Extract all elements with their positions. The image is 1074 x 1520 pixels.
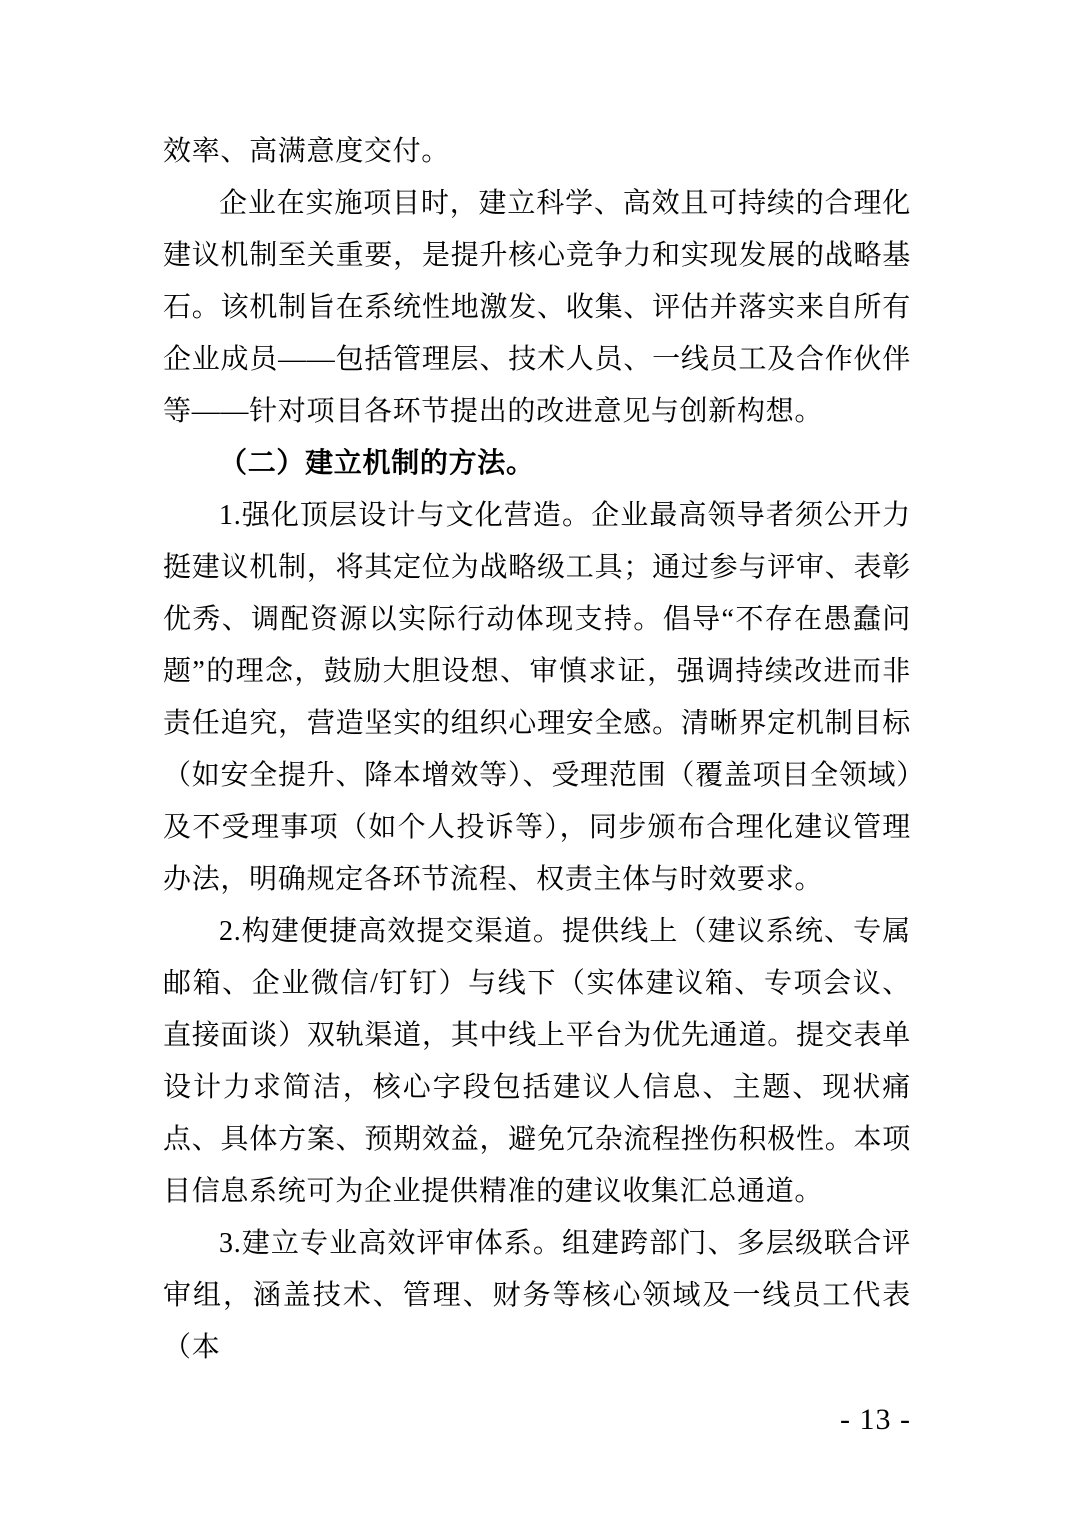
section-heading: （二）建立机制的方法。 — [219, 448, 535, 479]
document-content — [163, 126, 911, 1374]
paragraph-continuation: 效率、高满意度交付。 — [163, 136, 451, 167]
paragraph-item-2: 2.构建便捷高效提交渠道。提供线上（建议系统、专属邮箱、企业微信/钉钉）与线下（实体建议箱、专项会议、直接面谈）双轨渠道，其中线上平台为优先通道。提交表单设计力求简洁，核心字段包括建议人信息、主题、现状痛点、具体方案、预期效益，避免冗杂流程挫伤积极性。本项目信息系统可为企业提供精准的建议收集汇总通道。 — [163, 916, 911, 1207]
page-number: - 13 - — [840, 1403, 911, 1436]
paragraph-item-1: 1.强化顶层设计与文化营造。企业最高领导者须公开力挺建议机制，将其定位为战略级工具；通过参与评审、表彰优秀、调配资源以实际行动体现支持。倡导“不存在愚蠢问题”的理念，鼓励大胆设想、审慎求证，强调持续改进而非责任追究，营造坚实的组织心理安全感。清晰界定机制目标（如安全提升、降本增效等）、受理范围（覆盖项目全领域）及不受理事项（如个人投诉等），同步颁布合理化建议管理办法，明确规定各环节流程、权责主体与时效要求。 — [163, 500, 911, 895]
paragraph-intro: 企业在实施项目时，建立科学、高效且可持续的合理化建议机制至关重要，是提升核心竞争力和实现发展的战略基石。该机制旨在系统性地激发、收集、评估并落实来自所有企业成员——包括管理层、技术人员、一线员工及合作伙伴等——针对项目各环节提出的改进意见与创新构想。 — [163, 188, 911, 427]
paragraph-item-3: 3.建立专业高效评审体系。组建跨部门、多层级联合评审组，涵盖技术、管理、财务等核心领域及一线员工代表（本 — [163, 1228, 911, 1363]
